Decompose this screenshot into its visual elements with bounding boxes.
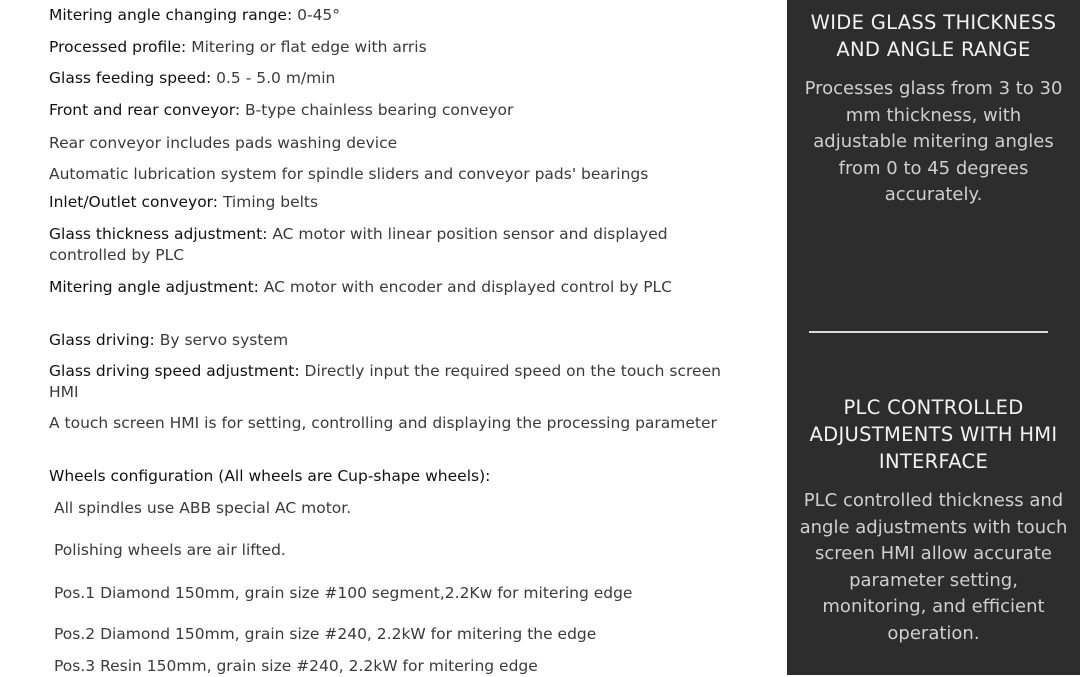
spec-line-thickness-adjustment: Glass thickness adjustment: AC motor with linear position sensor and displayed controlled by PLC <box>49 225 668 264</box>
spec-line-air-lifted: Polishing wheels are air lifted. <box>54 541 286 559</box>
spec-line-lubrication: Automatic lubrication system for spindle sliders and conveyor pads' bearings <box>49 165 649 183</box>
spec-line-spindles: All spindles use ABB special AC motor. <box>54 499 352 517</box>
spec-line-angle-adjustment: Mitering angle adjustment: AC motor with encoder and displayed control by PLC <box>49 278 673 296</box>
spec-line-pos-3: Pos.3 Resin 150mm, grain size #240, 2.2kW for mitering edge <box>54 657 538 675</box>
feature-divider <box>809 331 1048 333</box>
spec-line-inlet-outlet: Inlet/Outlet conveyor: Timing belts <box>49 193 319 211</box>
feature-text-thickness-range: Processes glass from 3 to 30 mm thickness, with adjustable mitering angles from 0 to 45 degrees accurately. <box>804 78 1063 205</box>
spec-line-profile: Processed profile: Mitering or flat edge with arris <box>49 38 427 56</box>
spec-line-hmi: A touch screen HMI is for setting, controlling and displaying the processing parameter <box>49 414 717 432</box>
feature-heading-plc-hmi: PLC CONTROLLED ADJUSTMENTS WITH HMI INTERFACE <box>809 396 1058 473</box>
spec-line-conveyor: Front and rear conveyor: B-type chainless bearing conveyor <box>49 101 514 119</box>
spec-line-rear-conveyor: Rear conveyor includes pads washing device <box>49 134 398 152</box>
spec-line-glass-driving: Glass driving: By servo system <box>49 331 289 349</box>
spec-line-wheels-heading: Wheels configuration (All wheels are Cup-shape wheels): <box>49 467 491 485</box>
spec-line-pos-1: Pos.1 Diamond 150mm, grain size #100 segment,2.2Kw for mitering edge <box>54 584 633 602</box>
spec-line-angle-range: Mitering angle changing range: 0-45° <box>49 6 341 24</box>
spec-line-pos-2: Pos.2 Diamond 150mm, grain size #240, 2.2kW for mitering the edge <box>54 625 597 643</box>
feature-text-plc-hmi: PLC controlled thickness and angle adjustments with touch screen HMI allow accurate parameter setting, monitoring, and efficient operation. <box>799 490 1068 644</box>
spec-line-driving-speed: Glass driving speed adjustment: Directly input the required speed on the touch screen HMI <box>49 362 721 401</box>
feature-sidebar <box>787 0 1080 675</box>
feature-heading-thickness-range: WIDE GLASS THICKNESS AND ANGLE RANGE <box>810 11 1057 61</box>
spec-line-feeding-speed: Glass feeding speed: 0.5 - 5.0 m/min <box>49 69 336 87</box>
